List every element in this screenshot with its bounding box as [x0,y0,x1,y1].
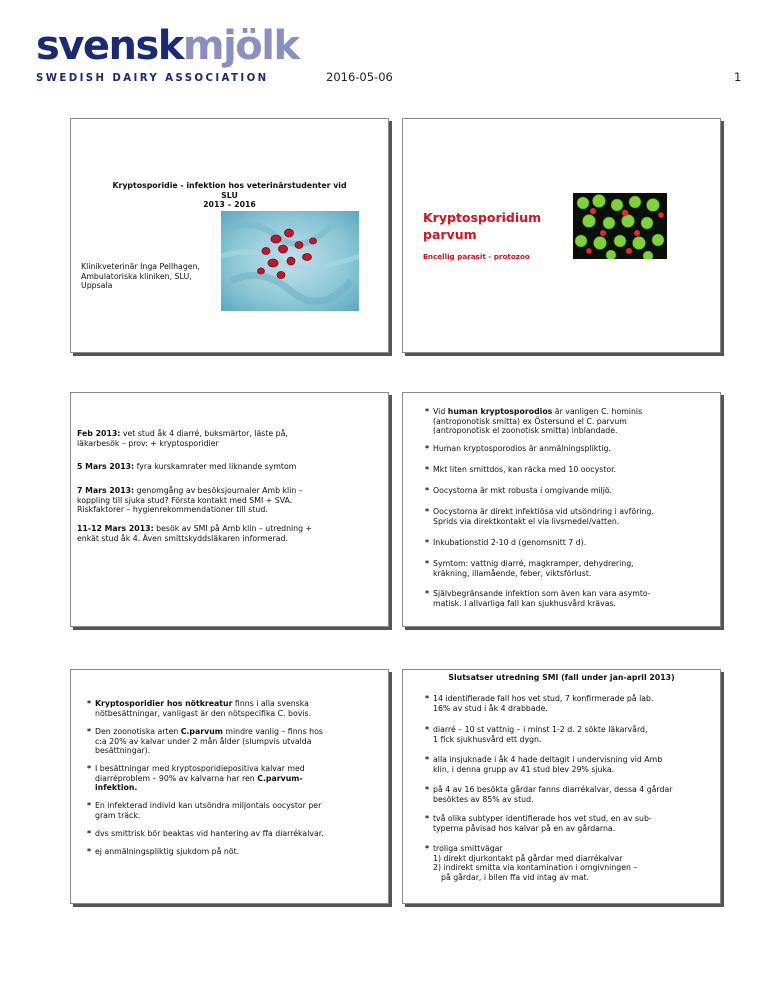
slide-6 [402,669,721,904]
bullet-sjalvbegransande: * Självbegränsande infektion som även kan vara asymto- matisk. I allvarliga fall kan sjukhusvård krävas. [425,589,651,608]
bullet-smittvagar: * troliga smittvägar 1) direkt djurkontakt på gårdar med diarrékalvar 2) indirekt smitta via kontamination i omgivningen – på gårdar, i bilen ffa vid intag av mat. [425,844,638,882]
bullet-smittdos: * Mkt liten smittdos, kan räcka med 10 oocystor. [425,465,617,474]
slide-1-title: Kryptosporidie - infektion hos veterinärstudenter vid SLU 2013 – 2016 [112,181,347,210]
bullet-utsondra: * En infekterad individ kan utsöndra miljontals oocystor per gram träck. [87,801,322,820]
svenskmjolk-logo [36,23,299,88]
bullet-besattningar: * I besättningar med kryptosporidiepositiva kalvar med diarréproblem – 90% av kalvarna har ren C.parvum- infektion. [87,764,305,793]
slide-1 [70,118,389,353]
bullet-ej-anmalningspliktig: * ej anmälningspliktig sjukdom på nöt. [87,847,240,856]
bullet-smittrisk: * dvs smittrisk bör beaktas vid hantering av ffa diarrékalvar. [87,829,324,838]
cryptosporidium-stain-image [221,211,359,311]
bullet-anmalningspliktig: * Human kryptosporodios är anmälningspliktig. [425,444,611,453]
slide-6-title: Slutsatser utredning SMI (fall under jan-april 2013) [448,673,675,682]
bullet-inkubationstid: * Inkubationstid 2-10 d (genomsnitt 7 d). [425,538,587,547]
timeline-entry-7-mars: 7 Mars 2013: genomgång av besöksjournaler Amb klin – koppling till sjuka stud? Första kontakt med SMI + SVA. Riskfaktorer – hygienrekommendationer till stud. [77,486,303,515]
bullet-robusta: * Oocystorna är mkt robusta i omgivande miljö. [425,486,613,495]
bullet-human-kryptosporodios: * Vid human kryptosporodios är vanligen C. hominis (antroponotisk smitta) ex Östersund el C. parvum (antroponotisk el zoonotisk smitta) inblandade. [425,407,643,436]
slide-2 [402,118,721,353]
timeline-entry-11-12-mars: 11-12 Mars 2013: besök av SMI på Amb klin – utredning + enkät stud åk 4. Även smittskyddsläkaren informerad. [77,524,313,543]
slide-1-author: Klinikveterinär Inga Pellhagen, Ambulatoriska kliniken, SLU, Uppsala [81,262,200,291]
bullet-subtyper: * två olika subtyper identifierade hos vet stud, en av sub- typerna påvisad hos kalvar på en av gårdarna. [425,814,652,833]
fluorescence-microscopy-image [573,193,667,259]
slide-3 [70,392,389,627]
bullet-gardar: * på 4 av 16 besökta gårdar fanns diarrékalvar, dessa 4 gårdar besöktes av 85% av stud. [425,785,673,804]
bullet-c-parvum: * Den zoonotiska arten C.parvum mindre vanlig – finns hos c:a 20% av kalvar under 2 mån ålder (slumpvis utvalda besättningar). [87,727,323,756]
bullet-notkreatur: * Kryptosporidier hos nötkreatur finns i alla svenska nötbesättningar, vanligast är den nötspecifika C. bovis. [87,699,312,718]
slide-2-subtitle: Encellig parasit - protozoo [423,252,530,261]
slide-5 [70,669,389,904]
bullet-infektiosa: * Oocystorna är direkt infektiösa vid utsöndring i avföring. Sprids via direktkontakt el via livsmedel/vatten. [425,507,654,526]
timeline-entry-feb-2013: Feb 2013: vet stud åk 4 diarré, buksmärtor, läste på, läkarbesök – prov: + kryptosporidier [77,429,288,448]
logo-wordmark: svenskmjölk [36,23,299,69]
bullet-diarre: * diarré – 10 st vattnig – i minst 1-2 d. 2 sökte läkarvård, 1 fick sjukhusvård ett dygn. [425,725,648,744]
slide-2-title: Kryptosporidium parvum [423,210,542,242]
logo-tagline: SWEDISH DAIRY ASSOCIATION [36,73,269,84]
timeline-entry-5-mars: 5 Mars 2013: fyra kurskamrater med liknande symtom [77,462,297,471]
page-number: 1 [734,70,742,84]
header-date: 2016-05-06 [326,70,393,84]
slide-4 [402,392,721,627]
bullet-identifierade-fall: * 14 identifierade fall hos vet stud, 7 konfirmerade på lab. 16% av stud i åk 4 drabbade. [425,694,654,713]
bullet-insjuknade: * alla insjuknade i åk 4 hade deltagit i undervisning vid Amb klin, i denna grupp av 41 stud blev 29% sjuka. [425,755,663,774]
bullet-symtom: * Symtom: vattnig diarré, magkramper, dehydrering, kräkning, illamående, feber, viktsförlust. [425,559,634,578]
